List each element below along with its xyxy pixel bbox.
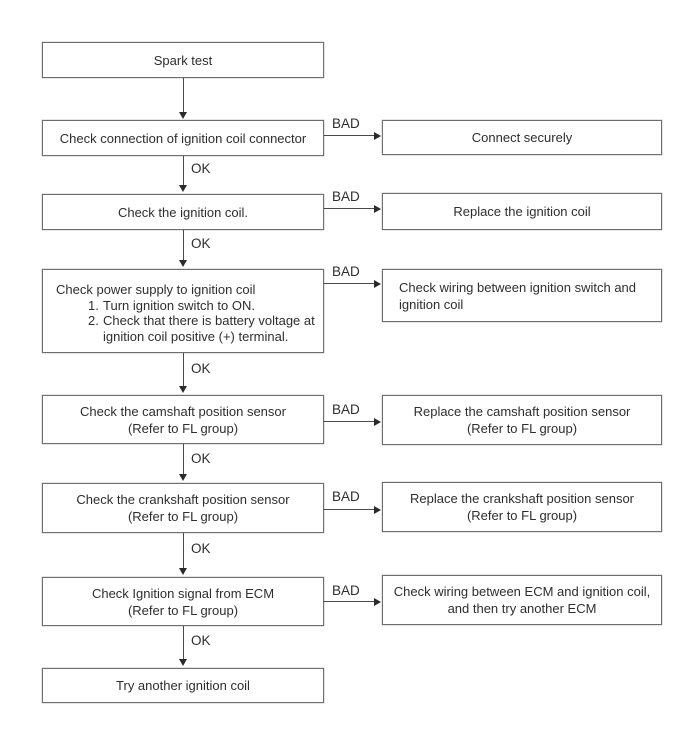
list-number: 1. <box>88 297 99 313</box>
step-check-connection <box>42 120 324 156</box>
arrow-head-icon <box>179 659 187 666</box>
step-check-ignition-coil <box>42 194 324 230</box>
bad-label-6: BAD <box>332 583 360 598</box>
result-connect-securely <box>382 120 662 155</box>
bad-label-4: BAD <box>332 402 360 417</box>
arrow-head-icon <box>374 205 381 213</box>
ok-label-2: OK <box>191 236 211 251</box>
arrow-head-icon <box>374 418 381 426</box>
bad-label-5: BAD <box>332 489 360 504</box>
result-line: Replace the ignition coil <box>453 204 591 219</box>
result-replace-crankshaft-sensor <box>382 482 662 532</box>
ok-label-5: OK <box>191 541 211 556</box>
arrow-head-icon <box>179 474 187 481</box>
arrow-line <box>324 421 375 422</box>
step-line: Turn ignition switch to ON. <box>103 297 255 313</box>
step-list-item <box>88 298 319 314</box>
step-line: Check that there is battery voltage at <box>103 313 315 328</box>
arrow-head-icon <box>179 112 187 119</box>
step-spark-test <box>42 42 324 78</box>
result-line: Replace the crankshaft position sensor <box>409 491 634 506</box>
arrow-head-icon <box>179 568 187 575</box>
step-line: (Refer to FL group) <box>127 420 239 436</box>
arrow-line <box>324 283 375 284</box>
result-line: (Refer to FL group) <box>466 421 578 436</box>
result-check-wiring-ignition-switch <box>382 269 662 322</box>
arrow-line <box>183 78 184 112</box>
arrow-line <box>183 533 184 569</box>
step-check-camshaft-sensor <box>42 395 324 444</box>
arrow-head-icon <box>374 506 381 514</box>
arrow-line <box>183 353 184 387</box>
result-replace-camshaft-sensor <box>382 395 662 445</box>
arrow-line <box>183 156 184 186</box>
step-check-crankshaft-sensor <box>42 483 324 533</box>
step-line: Check the camshaft position sensor <box>80 403 286 419</box>
arrow-head-icon <box>374 280 381 288</box>
arrow-head-icon <box>179 386 187 393</box>
bad-label-1: BAD <box>332 116 360 131</box>
step-heading: Check power supply to ignition coil <box>56 282 256 297</box>
arrow-head-icon <box>179 185 187 192</box>
arrow-line <box>183 444 184 475</box>
result-line: Replace the camshaft position sensor <box>413 404 631 419</box>
step-check-ignition-signal-ecm <box>42 577 324 626</box>
result-check-wiring-ecm <box>382 575 662 625</box>
step-list-item <box>88 313 319 344</box>
result-replace-ignition-coil <box>382 193 662 230</box>
step-line: Check the crankshaft position sensor <box>76 492 290 507</box>
result-line: Check wiring between ignition switch and <box>399 279 637 295</box>
result-line: (Refer to FL group) <box>466 508 578 523</box>
result-line: and then try another ECM <box>447 601 597 616</box>
ok-label-4: OK <box>191 451 211 466</box>
step-line: (Refer to FL group) <box>127 509 239 524</box>
step-check-power-supply <box>42 269 324 353</box>
step-line: Spark test <box>153 52 213 68</box>
arrow-line <box>183 230 184 261</box>
ok-label-6: OK <box>191 633 211 648</box>
ok-label-1: OK <box>191 161 211 176</box>
step-line: ignition coil positive (+) terminal. <box>103 328 289 344</box>
result-line: ignition coil <box>399 296 464 312</box>
arrow-head-icon <box>374 132 381 140</box>
step-line: (Refer to FL group) <box>127 602 239 618</box>
bad-label-3: BAD <box>332 264 360 279</box>
step-try-another-ignition-coil <box>42 668 324 703</box>
arrow-line <box>324 135 375 136</box>
step-line: Check Ignition signal from ECM <box>91 585 275 601</box>
step-line: Check the ignition coil. <box>117 204 249 220</box>
result-line: Connect securely <box>471 130 573 145</box>
step-line: Check connection of ignition coil connector <box>59 130 307 146</box>
step-line: Try another ignition coil <box>116 678 250 693</box>
arrow-line <box>183 626 184 660</box>
arrow-head-icon <box>374 598 381 606</box>
arrow-line <box>324 509 375 510</box>
ok-label-3: OK <box>191 361 211 376</box>
bad-label-2: BAD <box>332 189 360 204</box>
arrow-line <box>324 601 375 602</box>
list-number: 2. <box>88 313 99 328</box>
arrow-head-icon <box>179 260 187 267</box>
step-line <box>103 313 315 344</box>
result-line: Check wiring between ECM and ignition coil, <box>393 584 651 599</box>
arrow-line <box>324 208 375 209</box>
